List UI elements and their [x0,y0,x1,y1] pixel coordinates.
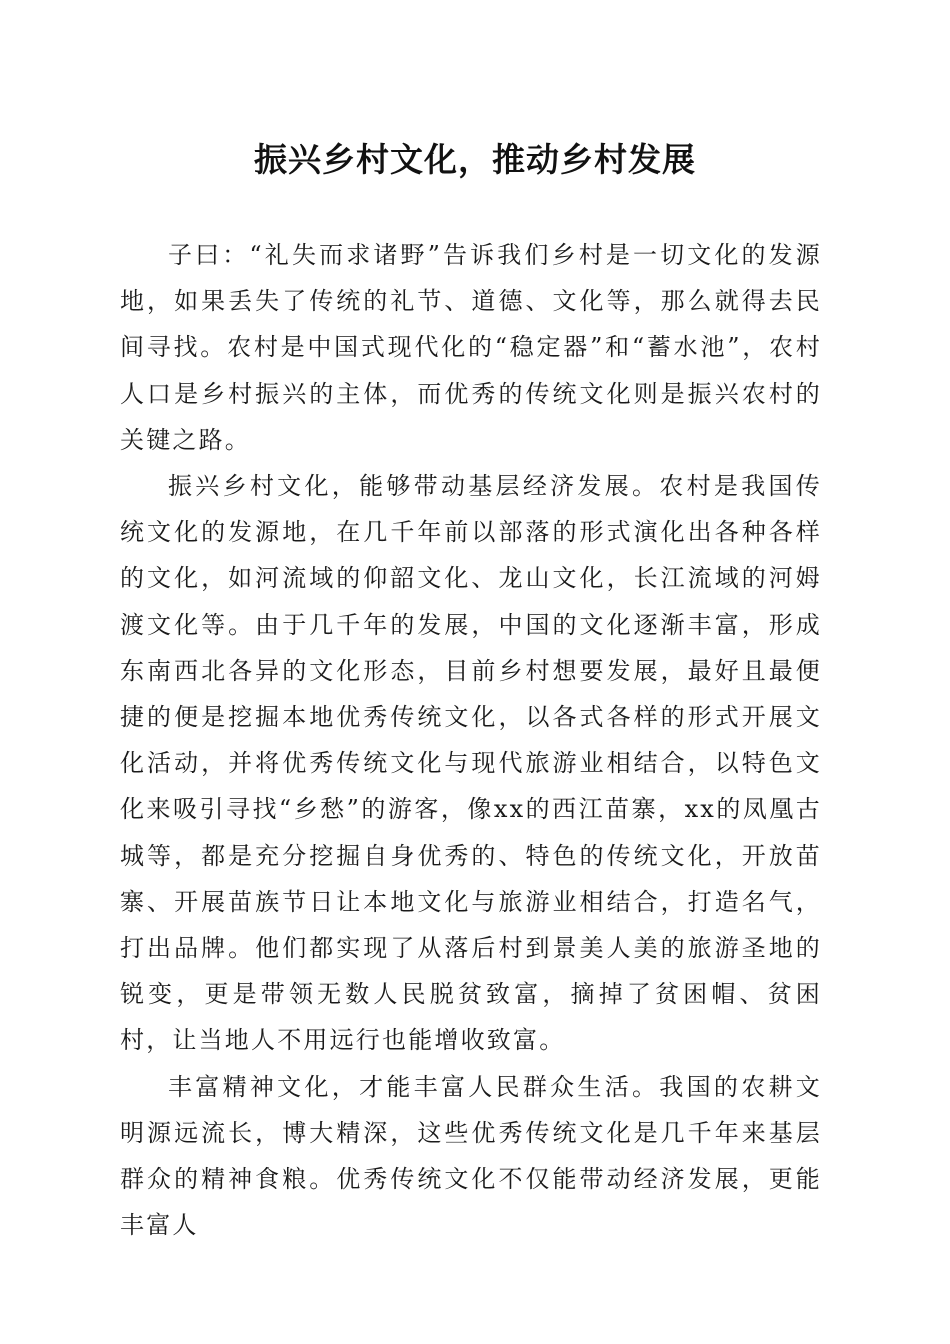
document-body [120,232,822,1248]
paragraph-3: 丰富精神文化，才能丰富人民群众生活。我国的农耕文明源远流长，博大精深，这些优秀传统文化是几千年来基层群众的精神食粮。优秀传统文化不仅能带动经济发展，更能丰富人 [120,1072,822,1240]
document-title: 振兴乡村文化，推动乡村发展 [254,140,696,179]
paragraph-2: 振兴乡村文化，能够带动基层经济发展。农村是我国传统文化的发源地，在几千年前以部落的形式演化出各种各样的文化，如河流域的仰韶文化、龙山文化，长江流域的河姆渡文化等。由于几千年的发展，中国的文化逐渐丰富，形成东南西北各异的文化形态，目前乡村想要发展，最好且最便捷的便是挖掘本地优秀传统文化，以各式各样的形式开展文化活动，并将优秀传统文化与现代旅游业相结合，以特色文化来吸引寻找“乡愁”的游客，像xx的西江苗寨，xx的凤凰古城等，都是充分挖掘自身优秀的、特色的传统文化，开放苗寨、开展苗族节日让本地文化与旅游业相结合，打造名气，打出品牌。他们都实现了从落后村到景美人美的旅游圣地的锐变，更是带领无数人民脱贫致富，摘掉了贫困帽、贫困村，让当地人不用远行也能增收致富。 [120,472,822,1055]
paragraph-1: 子曰：“礼失而求诸野”告诉我们乡村是一切文化的发源地，如果丢失了传统的礼节、道德、文化等，那么就得去民间寻找。农村是中国式现代化的“稳定器”和“蓄水池”，农村人口是乡村振兴的主体，而优秀的传统文化则是振兴农村的关键之路。 [120,241,822,454]
